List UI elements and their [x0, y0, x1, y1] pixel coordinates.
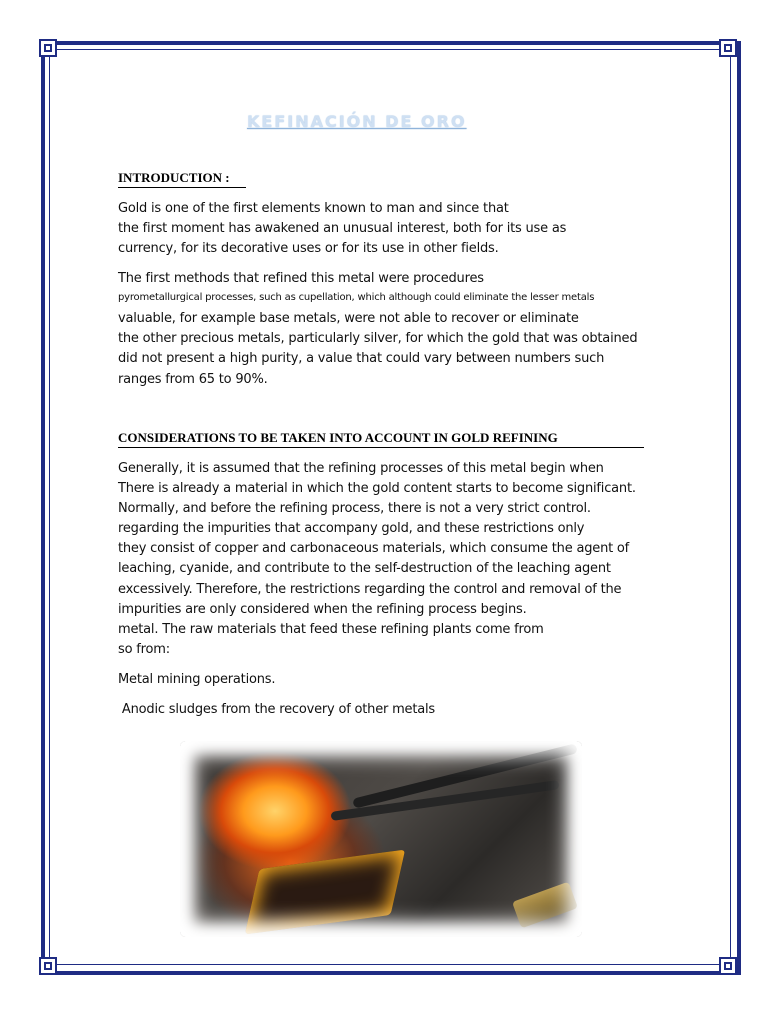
corner-ornament-tl	[39, 39, 57, 57]
document-title: KEFINACIÓN DE ORO	[247, 112, 467, 131]
considerations-line: There is already a material in which the gold content starts to become significant.	[118, 481, 636, 496]
considerations-line: leaching, cyanide, and contribute to the self-destruction of the leaching agent	[118, 561, 611, 576]
corner-ornament-bl	[39, 957, 57, 975]
considerations-line: impurities are only considered when the refining process begins.	[118, 602, 527, 617]
intro-p2-line: pyrometallurgical processes, such as cupellation, which although could eliminate the lesser metals	[118, 292, 595, 303]
intro-p1-line: Gold is one of the first elements known to man and since that	[118, 201, 509, 216]
considerations-line: metal. The raw materials that feed these refining plants come from	[118, 622, 544, 637]
intro-p1-line: the first moment has awakened an unusual interest, both for its use as	[118, 221, 567, 236]
corner-ornament-tr	[719, 39, 737, 57]
source-item: Anodic sludges from the recovery of other metals	[118, 702, 436, 717]
intro-p2-line: ranges from 65 to 90%.	[118, 372, 268, 387]
intro-p1-line: currency, for its decorative uses or for its use in other fields.	[118, 241, 499, 256]
intro-p2-line: the other precious metals, particularly silver, for which the gold that was obtained	[118, 331, 638, 346]
considerations-line: Normally, and before the refining process, there is not a very strict control.	[118, 501, 591, 516]
source-item: Metal mining operations.	[118, 672, 276, 687]
considerations-line: Generally, it is assumed that the refining processes of this metal begin when	[118, 461, 604, 476]
intro-p2-line: did not present a high purity, a value that could vary between numbers such	[118, 351, 605, 366]
considerations-line: so from:	[118, 642, 170, 657]
gold-pouring-photo	[180, 741, 582, 937]
considerations-heading: CONSIDERATIONS TO BE TAKEN INTO ACCOUNT IN GOLD REFINING	[118, 430, 644, 448]
corner-ornament-br	[719, 957, 737, 975]
considerations-line: regarding the impurities that accompany gold, and these restrictions only	[118, 521, 585, 536]
photo-vignette	[180, 741, 582, 937]
intro-p2-line: valuable, for example base metals, were not able to recover or eliminate	[118, 311, 579, 326]
considerations-line: they consist of copper and carbonaceous materials, which consume the agent of	[118, 541, 630, 556]
considerations-line: excessively. Therefore, the restrictions regarding the control and removal of the	[118, 582, 622, 597]
intro-p2-line: The first methods that refined this metal were procedures	[118, 271, 484, 286]
intro-heading: INTRODUCTION :	[118, 170, 246, 188]
